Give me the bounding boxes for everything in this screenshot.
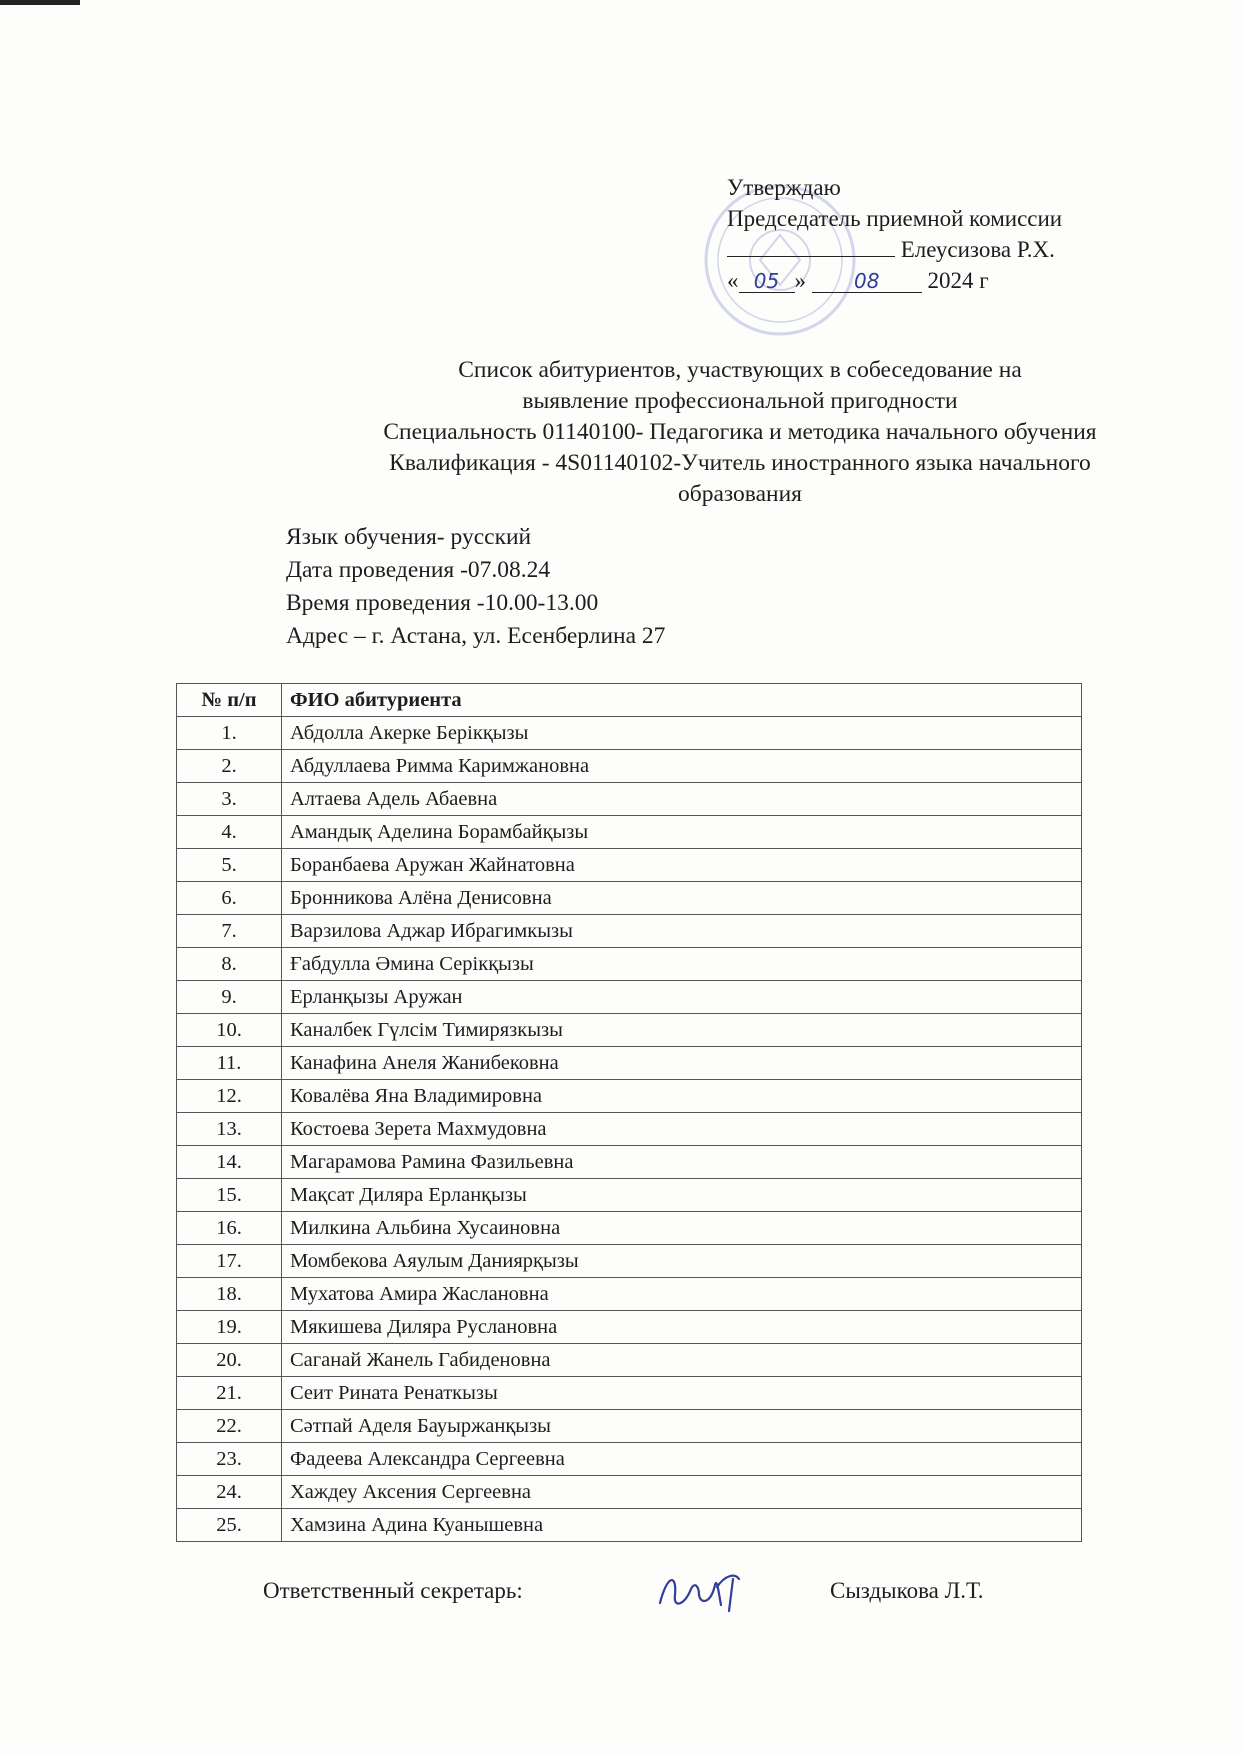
row-number: 1. [177, 717, 282, 750]
table-row [177, 1311, 1082, 1344]
applicant-name: Абдуллаева Римма Каримжановна [282, 750, 1082, 783]
date-quote-open: « [727, 268, 739, 293]
applicant-name: Канафина Анеля Жанибековна [282, 1047, 1082, 1080]
table-row [177, 1377, 1082, 1410]
row-number: 14. [177, 1146, 282, 1179]
applicant-name: Хаждеу Аксения Сергеевна [282, 1476, 1082, 1509]
row-number: 17. [177, 1245, 282, 1278]
table-row [177, 1080, 1082, 1113]
applicant-name: Боранбаева Аружан Жайнатовна [282, 849, 1082, 882]
table-row [177, 1476, 1082, 1509]
signature-icon [655, 1565, 755, 1615]
table-row [177, 915, 1082, 948]
signature-blank [727, 234, 895, 257]
row-number: 25. [177, 1509, 282, 1542]
applicant-name: Костоева Зерета Махмудовна [282, 1113, 1082, 1146]
row-number: 15. [177, 1179, 282, 1212]
table-row [177, 849, 1082, 882]
row-number: 2. [177, 750, 282, 783]
table-row [177, 717, 1082, 750]
applicant-name: Магарамова Рамина Фазильевна [282, 1146, 1082, 1179]
address-line: Адрес – г. Астана, ул. Есенберлина 27 [286, 623, 666, 649]
applicants-table [176, 683, 1082, 1542]
row-number: 12. [177, 1080, 282, 1113]
applicant-name: Саганай Жанель Габиденовна [282, 1344, 1082, 1377]
row-number: 5. [177, 849, 282, 882]
qualification-line: Квалификация - 4S01140102-Учитель иностранного языка начального [389, 450, 1091, 476]
row-number: 21. [177, 1377, 282, 1410]
table-row [177, 1146, 1082, 1179]
approval-heading: Утверждаю [727, 175, 841, 200]
table-row [177, 750, 1082, 783]
table-row [177, 1245, 1082, 1278]
table-row [177, 1014, 1082, 1047]
applicant-name: Ерланқызы Аружан [282, 981, 1082, 1014]
applicant-name: Мякишева Диляра Руслановна [282, 1311, 1082, 1344]
row-number: 19. [177, 1311, 282, 1344]
row-number: 13. [177, 1113, 282, 1146]
row-number: 23. [177, 1443, 282, 1476]
approval-date-line [727, 265, 1062, 296]
applicant-name: Бронникова Алёна Денисовна [282, 882, 1082, 915]
applicant-name: Ковалёва Яна Владимировна [282, 1080, 1082, 1113]
document-title [300, 355, 1180, 510]
table-row [177, 1278, 1082, 1311]
applicant-name: Милкина Альбина Хусаиновна [282, 1212, 1082, 1245]
applicant-name: Хамзина Адина Куанышевна [282, 1509, 1082, 1542]
table-row [177, 1344, 1082, 1377]
header-name: ФИО абитуриента [282, 684, 1082, 717]
row-number: 4. [177, 816, 282, 849]
approval-year: 2024 г [927, 268, 989, 293]
table-row [177, 1509, 1082, 1542]
title-line-1: Список абитуриентов, участвующих в собеседование на [458, 357, 1022, 383]
table-row [177, 1443, 1082, 1476]
exam-info [286, 521, 665, 653]
approval-month: 08 [812, 270, 922, 293]
applicant-name: Сәтпай Аделя Бауыржанқызы [282, 1410, 1082, 1443]
table-row [177, 1047, 1082, 1080]
row-number: 22. [177, 1410, 282, 1443]
row-number: 10. [177, 1014, 282, 1047]
table-row [177, 1212, 1082, 1245]
specialty-line: Специальность 01140100- Педагогика и методика начального обучения [383, 419, 1097, 445]
row-number: 20. [177, 1344, 282, 1377]
applicant-name: Фадеева Александра Сергеевна [282, 1443, 1082, 1476]
qualification-line-2: образования [678, 481, 802, 507]
applicant-name: Варзилова Аджар Ибрагимкызы [282, 915, 1082, 948]
applicant-name: Сеит Рината Ренаткызы [282, 1377, 1082, 1410]
approver-name: Елеусизова Р.Х. [900, 237, 1055, 262]
row-number: 3. [177, 783, 282, 816]
applicant-name: Абдолла Акерке Берікқызы [282, 717, 1082, 750]
secretary-role: Ответственный секретарь: [263, 1578, 523, 1603]
table-row [177, 1179, 1082, 1212]
applicant-name: Мақсат Диляра Ерланқызы [282, 1179, 1082, 1212]
date-quote-close: » [794, 268, 806, 293]
applicant-name: Каналбек Гүлсім Тимирязкызы [282, 1014, 1082, 1047]
approval-block [727, 172, 1062, 296]
title-line-2: выявление профессиональной пригодности [522, 388, 958, 414]
secretary-name: Сыздыкова Л.Т. [830, 1578, 984, 1603]
applicant-name: Алтаева Адель Абаевна [282, 783, 1082, 816]
approval-day: 05 [739, 270, 795, 293]
row-number: 8. [177, 948, 282, 981]
table-row [177, 882, 1082, 915]
scan-edge-mark [0, 0, 80, 5]
row-number: 11. [177, 1047, 282, 1080]
time-line: Время проведения -10.00-13.00 [286, 590, 599, 616]
table-row [177, 948, 1082, 981]
table-row [177, 981, 1082, 1014]
applicant-name: Момбекова Аяулым Даниярқызы [282, 1245, 1082, 1278]
row-number: 16. [177, 1212, 282, 1245]
table-row [177, 1410, 1082, 1443]
row-number: 6. [177, 882, 282, 915]
header-number: № п/п [177, 684, 282, 717]
date-line: Дата проведения -07.08.24 [286, 557, 551, 583]
row-number: 24. [177, 1476, 282, 1509]
row-number: 9. [177, 981, 282, 1014]
approval-position: Председатель приемной комиссии [727, 206, 1063, 231]
language-line: Язык обучения- русский [286, 524, 532, 550]
table-row [177, 783, 1082, 816]
applicant-name: Мухатова Амира Жаслановна [282, 1278, 1082, 1311]
row-number: 7. [177, 915, 282, 948]
table-row [177, 1113, 1082, 1146]
table-header-row [177, 684, 1082, 717]
row-number: 18. [177, 1278, 282, 1311]
applicant-name: Ғабдулла Әмина Серікқызы [282, 948, 1082, 981]
approval-signature-line [727, 234, 1062, 265]
applicant-name: Амандық Аделина Борамбайқызы [282, 816, 1082, 849]
table-row [177, 816, 1082, 849]
